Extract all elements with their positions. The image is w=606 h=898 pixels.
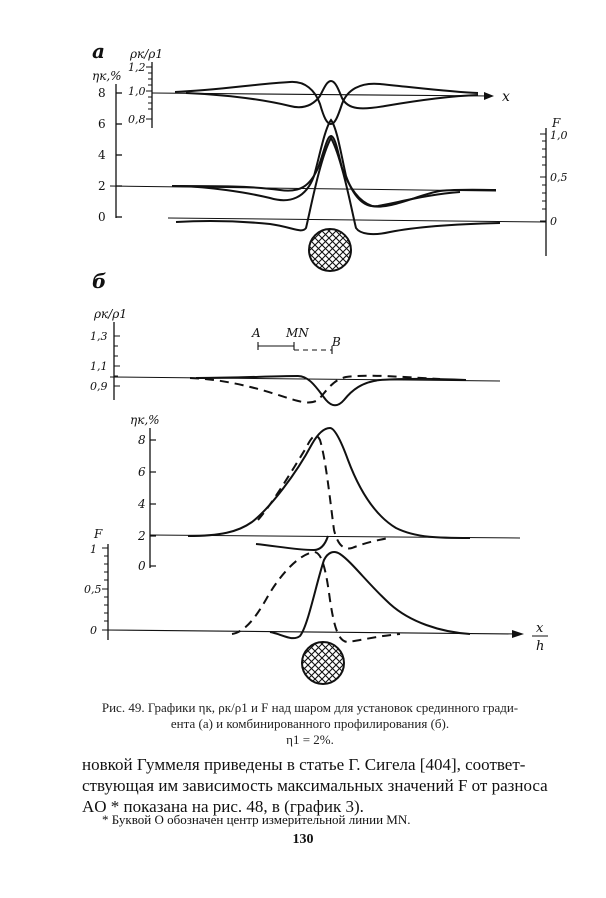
panel-b-rho-axis-label: ρк/ρ1	[94, 307, 127, 321]
panel-a-f-tick: 1,0	[550, 129, 568, 142]
panel-a-eta-tick: 0	[98, 210, 106, 224]
panel-b-eta-axis	[130, 413, 160, 573]
panel-b-f-tick: 0	[90, 624, 97, 637]
panel-b-rho-tick: 1,3	[90, 330, 108, 343]
panel-b-rho-axis	[90, 307, 127, 400]
panel-b-sphere	[302, 642, 344, 684]
panel-b-eta-curve-dashed	[258, 436, 390, 549]
panel-a-eta-axis	[92, 69, 122, 224]
panel-a-eta-tick: 8	[98, 86, 106, 100]
panel-b-f-tick: 0,5	[84, 583, 102, 596]
panel-b-eta-tick: 2	[138, 529, 146, 543]
panel-a-eta-tick: 2	[98, 179, 106, 193]
panel-b-eta-curve-solid	[188, 428, 470, 538]
page-number: 130	[292, 832, 314, 847]
panel-b-f-axis-label: F	[94, 527, 103, 541]
panel-b-eta-tick: 8	[138, 433, 146, 447]
panel-a-rho-axis-label: ρк/ρ1	[130, 47, 163, 61]
panel-a-x-label: x	[502, 89, 510, 105]
panel-a-eta-axis-label: ηк,%	[92, 69, 122, 83]
panel-a-label: a	[92, 39, 105, 63]
panel-a-rho-tick: 1,2	[128, 61, 146, 74]
figure-caption-line-3: η1 = 2%.	[286, 732, 334, 747]
figure-caption-line-2: ента (а) и комбинированного профилирования (б).	[170, 716, 450, 731]
panel-b-eta-axis-label: ηк,%	[130, 413, 160, 427]
panel-b-eta-tick: 4	[138, 497, 146, 511]
panel-b-f-curve-dashed	[232, 552, 400, 642]
panel-a-rho-axis	[128, 47, 163, 128]
panel-a-eta-tick: 6	[98, 117, 106, 131]
electrode-markers	[251, 326, 341, 354]
body-text-line-3: AO * показана на рис. 48, в (график 3).	[82, 797, 364, 816]
panel-a-rho-tick: 0,8	[128, 113, 146, 126]
marker-a: A	[252, 326, 261, 340]
footnote: * Буквой O обозначен центр измерительной линии MN.	[102, 812, 411, 827]
panel-a-eta-tick: 4	[98, 148, 106, 162]
panel-b-x-label-den: h	[536, 639, 545, 654]
body-text-line-1: новкой Гуммеля приведены в статье Г. Сигела [404], соответ-	[82, 755, 526, 774]
panel-a-f-tick: 0,5	[550, 171, 568, 184]
panel-a-rho-tick: 1,0	[128, 85, 146, 98]
panel-b-f-curve-solid	[270, 552, 470, 638]
panel-a-f-axis-label: F	[552, 116, 561, 130]
marker-b: B	[332, 335, 341, 349]
figure-caption-line-1: Рис. 49. Графики ηк, ρк/ρ1 и F над шаром для установок срединного гради-	[101, 700, 519, 715]
panel-b-x-label-num: x	[536, 621, 544, 636]
panel-b-rho-tick: 0,9	[90, 380, 108, 393]
panel-a-sphere	[309, 229, 351, 271]
panel-a-f-tick: 0	[550, 215, 557, 228]
marker-mn: MN	[286, 326, 309, 340]
panel-b-eta-tick: 0	[138, 559, 146, 573]
panel-b-label: б	[92, 269, 107, 293]
panel-a-f-axis	[540, 116, 568, 256]
panel-b-rho-tick: 1,1	[90, 360, 108, 373]
panel-b-eta-curve-tail	[256, 536, 328, 550]
panel-a-rho-curve	[175, 82, 478, 124]
body-text-line-2: ствующая им зависимость максимальных значений F от разноса	[82, 776, 548, 795]
panel-b-f-tick: 1	[90, 543, 97, 556]
panel-b-f-axis	[84, 527, 108, 640]
panel-b-eta-tick: 6	[138, 465, 146, 479]
